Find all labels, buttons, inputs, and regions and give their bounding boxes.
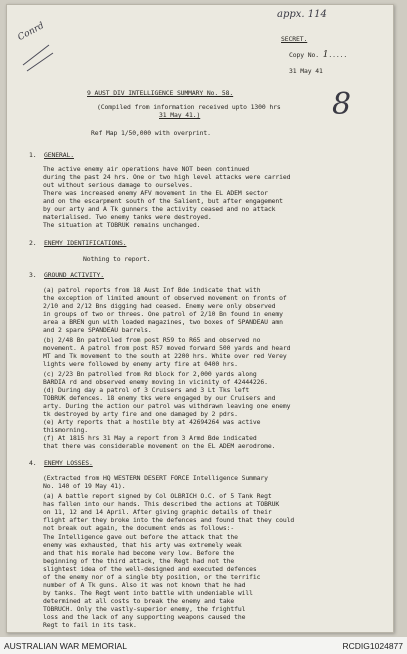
section-3-line: arty. During the action our patrol was withdrawn leaving one enemy bbox=[43, 402, 291, 410]
section-3-line: tk destroyed by arty fire and one damaged by 2 pdrs. bbox=[43, 410, 238, 418]
section-3-line: (c) 2/23 Bn patrolled from Rd block for 2,000 yards along bbox=[43, 370, 257, 378]
section-1-line: by our arty and A Tk gunners the activity ceased and no attack bbox=[43, 205, 276, 213]
section-1-line: The situation at TOBRUK remains unchanged. bbox=[43, 221, 201, 229]
map-reference: Ref Map 1/50,000 with overprint. bbox=[91, 129, 211, 137]
section-4-line: (a) A battle report signed by Col OLBRICH O.C. of 5 Tank Regt bbox=[43, 492, 272, 500]
section-3-line: area a BREN gun with loaded magazines, two boxes of SPANDEAU amn bbox=[43, 318, 283, 326]
document-date: 31 May 41 bbox=[289, 67, 323, 75]
section-3-line: lights were followed by enemy arty fire at 0400 hrs. bbox=[43, 360, 238, 368]
section-4-heading: 4. ENEMY LOSSES. bbox=[29, 459, 93, 467]
section-1-line: and on the escarpment south of the Salient, but after engagement bbox=[43, 197, 283, 205]
section-4-line: on 11, 12 and 14 April. After giving graphic details of their bbox=[43, 508, 272, 516]
section-3-line: thismorning. bbox=[43, 426, 88, 434]
section-4-line: slightest idea of the well-designed and executed defences bbox=[43, 565, 257, 573]
archive-footer bbox=[0, 637, 407, 654]
copy-number: Copy No. 1..... bbox=[289, 50, 348, 60]
section-3-line: BARDIA rd and observed enemy moving in vicinity of 42444226. bbox=[43, 378, 268, 386]
section-3-line: (d) During day a patrol of 3 Cruisers and 3 Lt Tks left bbox=[43, 386, 250, 394]
handwritten-pen-strokes bbox=[19, 35, 59, 75]
section-3-line: MT and Tk movement to the south at 2200 hrs. White over red Verey bbox=[43, 352, 287, 360]
secret-label: SECRET. bbox=[281, 35, 308, 43]
section-3-line: movement. A patrol from post R57 moved forward 500 yards and heard bbox=[43, 344, 291, 352]
section-4-line: The Intelligence gave out before the attack that the bbox=[43, 533, 238, 541]
section-3-line: that there was considerable movement on the EL ADEM aerodrome. bbox=[43, 442, 276, 450]
section-4-line: beginning of the third attack, the Regt had not the bbox=[43, 557, 235, 565]
section-4-line: not break out again, the document ends as follows:- bbox=[43, 524, 235, 532]
section-4-line: of the enemy nor of a single bty position, or the terrific bbox=[43, 573, 261, 581]
document-page bbox=[6, 4, 394, 633]
section-3-line: in groups of two or threes. One patrol of 2/10 Bn found in enemy bbox=[43, 310, 283, 318]
section-4-line: enemy was exhausted, that his arty was extremely weak bbox=[43, 541, 242, 549]
section-3-line: (a) patrol reports from 18 Aust Inf Bde indicate that with bbox=[43, 286, 261, 294]
section-1-line: materialised. Two enemy tanks were destroyed. bbox=[43, 213, 212, 221]
section-1-line: The active enemy air operations have NOT been continued bbox=[43, 165, 250, 173]
footer-record-id: RCDIG1024877 bbox=[342, 641, 403, 651]
section-4-line: (Extracted from HQ WESTERN DESERT FORCE Intelligence Summary bbox=[43, 474, 268, 482]
section-4-line: and that his morale had become very low. Before the bbox=[43, 549, 235, 557]
section-4-line: TOBRUCH. Only the vastly-superior enemy, the frightful bbox=[43, 605, 246, 613]
section-4-line: number of A Tk guns. Also it was not known that he had bbox=[43, 581, 246, 589]
section-4-line: Regt to fail in its task. bbox=[43, 621, 137, 629]
section-4-line: by tanks. The Regt went into battle with undeniable will bbox=[43, 589, 253, 597]
footer-source: AUSTRALIAN WAR MEMORIAL bbox=[4, 641, 127, 651]
compiled-date: 31 May 41.) bbox=[159, 111, 201, 119]
section-3-line: the exception of limited amount of observed movement on fronts of bbox=[43, 294, 287, 302]
section-4-line: flight after they broke into the defences and found that they could bbox=[43, 516, 295, 524]
section-1-line: out without serious damage to ourselves. bbox=[43, 181, 193, 189]
section-4-line: has fallen into our hands. This described the actions at TOBRUK bbox=[43, 500, 280, 508]
handwritten-margin-note: Conrd bbox=[16, 20, 46, 44]
section-4-line: loss and the lack of any supporting weapons caused the bbox=[43, 613, 246, 621]
section-3-line: (b) 2/48 Bn patrolled from post R59 to R65 and observed no bbox=[43, 336, 261, 344]
section-4-line: No. 140 of 19 May 41). bbox=[43, 482, 126, 490]
handwritten-appendix-note: appx. 114 bbox=[277, 9, 327, 20]
section-3-line: 2/10 and 2/12 Bns digging had ceased. Enemy were only observed bbox=[43, 302, 276, 310]
section-1-line: There was increased enemy AFV movement in the EL ADEM sector bbox=[43, 189, 268, 197]
section-1-heading: 1. GENERAL. bbox=[29, 151, 74, 159]
section-2-heading: 2. ENEMY IDENTIFICATIONS. bbox=[29, 239, 127, 247]
page-title: 9 AUST DIV INTELLIGENCE SUMMARY No. 58. bbox=[87, 89, 234, 97]
section-3-heading: 3. GROUND ACTIVITY. bbox=[29, 271, 104, 279]
section-2-text: Nothing to report. bbox=[83, 255, 151, 263]
section-3-line: (f) At 1815 hrs 31 May a report from 3 Armd Bde indicated bbox=[43, 434, 257, 442]
handwritten-number: 8 bbox=[332, 87, 352, 122]
section-3-line: TOBRUK defences. 18 enemy tks were engaged by our Cruisers and bbox=[43, 394, 276, 402]
section-3-line: (e) Arty reports that a hostile bty at 42694264 was active bbox=[43, 418, 261, 426]
compiled-note: (Compiled from information received upto 1300 hrs bbox=[97, 103, 281, 111]
section-3-line: and 2 spare SPANDEAU barrels. bbox=[43, 326, 152, 334]
section-4-line: determined at all costs to break the enemy and take bbox=[43, 597, 235, 605]
section-1-line: during the past 24 hrs. One or two high level attacks were carried bbox=[43, 173, 291, 181]
